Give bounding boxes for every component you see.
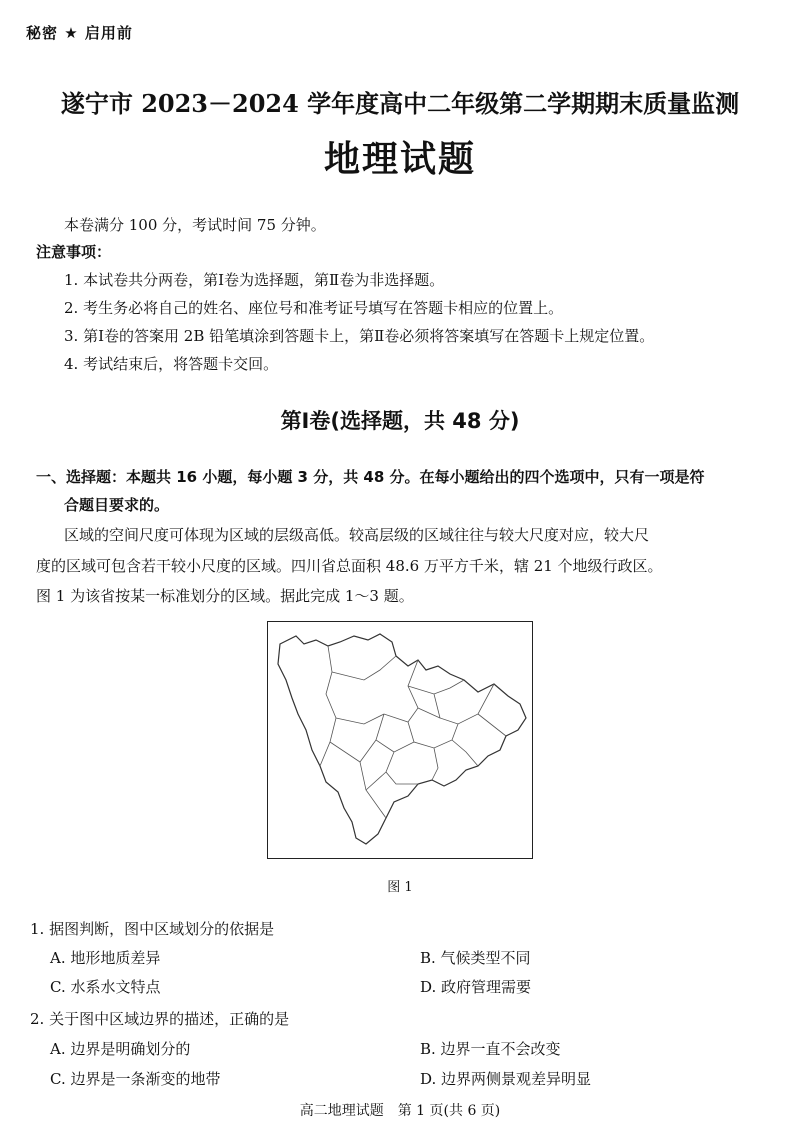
prefecture-boundary	[432, 748, 438, 780]
section-title: 第Ⅰ卷(选择题，共 48 分)	[280, 409, 520, 433]
prefecture-boundary	[360, 740, 386, 818]
notice-item: 4. 考试结束后，将答题卡交回。	[64, 355, 279, 373]
section-instruction-cont: 合题目要求的。	[64, 496, 170, 514]
question-option: D. 政府管理需要	[420, 978, 532, 996]
prefecture-boundary	[386, 742, 418, 784]
prefecture-boundary	[434, 684, 494, 724]
sichuan-region-map	[267, 621, 533, 859]
figure-caption: 图 1	[387, 880, 413, 895]
question-option: D. 边界两侧景观差异明显	[420, 1070, 592, 1088]
prefecture-boundary	[320, 646, 336, 766]
question-option: B. 边界一直不会改变	[420, 1040, 561, 1058]
question-option: C. 边界是一条渐变的地带	[50, 1070, 221, 1088]
page-footer: 高二地理试题 第 1 页(共 6 页)	[299, 1103, 501, 1119]
map-drawing	[268, 622, 531, 857]
question-option: A. 地形地质差异	[50, 949, 161, 967]
notice-item: 3. 第Ⅰ卷的答案用 2B 铅笔填涂到答题卡上，第Ⅱ卷必须将答案填写在答题卡上规定位置。	[64, 327, 655, 345]
passage-line: 度的区域可包含若干较小尺度的区域。四川省总面积 48.6 万平方千米，辖 21 个地级行政区。	[36, 557, 663, 575]
exam-title: 遂宁市 2023－2024 学年度高中二年级第二学期期末质量监测	[60, 89, 740, 118]
province-outline	[278, 634, 526, 844]
question-stem: 2. 关于图中区域边界的描述，正确的是	[30, 1010, 290, 1028]
question-option: A. 边界是明确划分的	[50, 1040, 191, 1058]
question-stem: 1. 据图判断，图中区域划分的依据是	[30, 920, 275, 938]
prefecture-boundary	[366, 772, 386, 790]
confidential-label: 秘密 ★ 启用前	[26, 24, 133, 42]
question-option: B. 气候类型不同	[420, 949, 531, 967]
prefecture-boundary	[452, 740, 478, 766]
subject-title: 地理试题	[323, 138, 476, 180]
prefecture-boundary	[408, 722, 458, 748]
prefecture-boundary	[478, 714, 506, 736]
prefecture-boundary	[376, 714, 394, 752]
prefecture-boundary	[330, 742, 360, 762]
prefecture-boundary	[332, 656, 396, 680]
notice-item: 1. 本试卷共分两卷，第Ⅰ卷为选择题，第Ⅱ卷为非选择题。	[64, 271, 445, 289]
prefecture-boundary	[336, 660, 418, 724]
prefecture-boundary	[418, 708, 440, 718]
notice-item: 2. 考生务必将自己的姓名、座位号和准考证号填写在答题卡相应的位置上。	[64, 299, 564, 317]
passage-line: 图 1 为该省按某一标准划分的区域。据此完成 1～3 题。	[36, 587, 414, 605]
score-time-note: 本卷满分 100 分，考试时间 75 分钟。	[64, 216, 326, 234]
notice-heading: 注意事项：	[36, 243, 112, 261]
prefecture-boundary	[408, 680, 464, 694]
section-instruction: 一、选择题：本题共 16 小题，每小题 3 分，共 48 分。在每小题给出的四个选项中，只有一项是符	[36, 468, 705, 486]
passage-line: 区域的空间尺度可体现为区域的层级高低。较高层级的区域往往与较大尺度对应，较大尺	[64, 526, 650, 544]
question-option: C. 水系水文特点	[50, 978, 161, 996]
